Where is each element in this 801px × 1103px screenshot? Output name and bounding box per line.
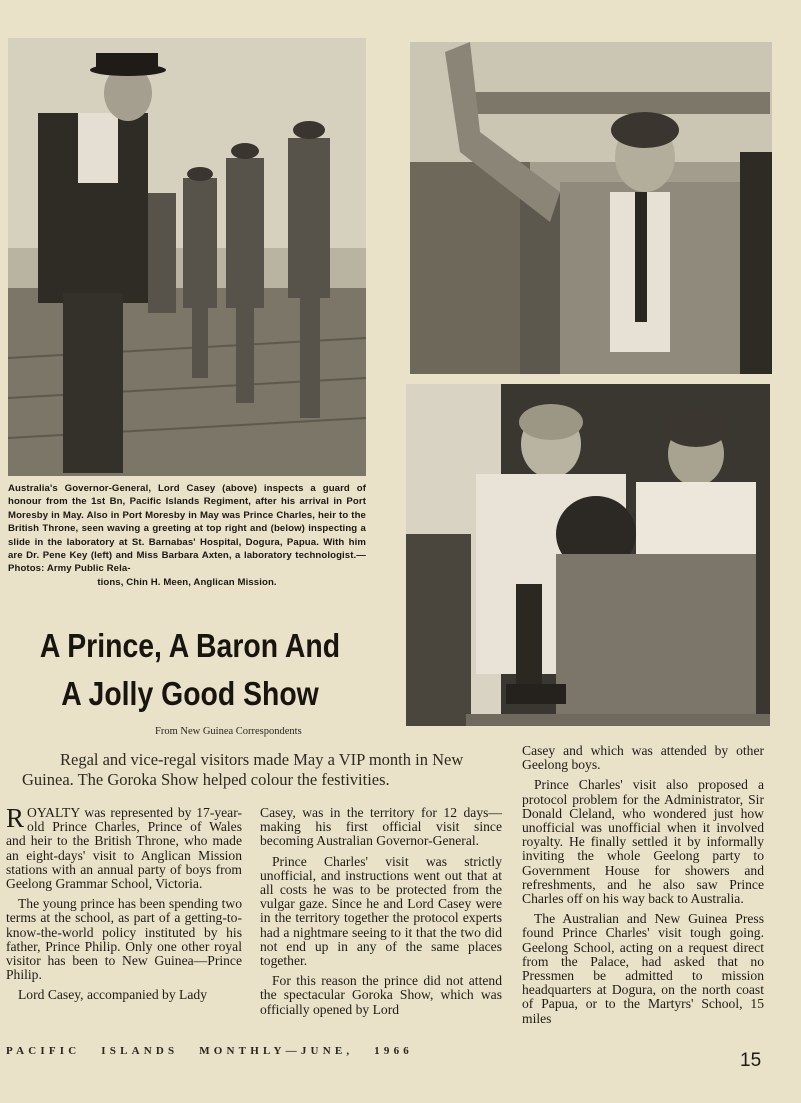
footer-masthead: PACIFIC ISLANDS MONTHLY—JUNE, 1966 xyxy=(6,1045,413,1057)
byline: From New Guinea Correspondents xyxy=(155,726,302,737)
photo-lord-casey-guard-of-honour xyxy=(8,38,366,476)
photo-casey-image xyxy=(8,38,366,476)
paragraph-text: OYALTY was represented by 17-year-old Prince Charles, Prince of Wales and heir to the British Throne, who made an eight-days' visit to Anglican Mission stations with an annual party of boys from Geelong Grammar School, Victoria. xyxy=(6,805,242,892)
caption-last-line: tions, Chin H. Meen, Anglican Mission. xyxy=(97,576,277,588)
paragraph: Prince Charles' visit was strictly unofficial, and instructions went out that at all costs he was to be protected from the vulgar gaze. Since he and Lord Casey were in the territory together the protocol experts had a nightmare seeing to it that the two did not end up in any of the same places together. xyxy=(260,853,502,969)
paragraph: The young prince has been spending two terms at the school, as part of a getting-to-know-the-world policy instituted by his father, Prince Philip. Only one other royal visitor has been to New Guinea—Prince Philip. xyxy=(6,896,242,983)
headline-line-1: A Prince, A Baron And xyxy=(39,627,341,664)
article-column-2 xyxy=(260,806,502,1023)
page-number: 15 xyxy=(740,1050,762,1071)
photo-caption xyxy=(8,482,366,589)
headline-line-2: A Jolly Good Show xyxy=(61,675,319,712)
paragraph: The Australian and New Guinea Press found Prince Charles' visit tough going. Geelong School, acting on a request direct from the Palace, had asked that no Pressmen be admitted to mission headquarters at Dogura, on the north coast of Papua, or to the Martyrs' School, 15 miles xyxy=(522,911,764,1026)
paragraph: For this reason the prince did not attend the spectacular Goroka Show, which was officially opened by Lord xyxy=(260,973,502,1017)
paragraph: Casey, was in the territory for 12 days—making his first official visit since becoming Australian Governor-General. xyxy=(260,805,502,849)
photo-lab-image xyxy=(406,384,770,726)
paragraph: Lord Casey, accompanied by Lady xyxy=(18,987,207,1003)
paragraph xyxy=(6,803,242,892)
photo-prince-charles-waving xyxy=(410,42,772,374)
intro-standfirst: Regal and vice-regal visitors made May a VIP month in New Guinea. The Goroka Show helped colour the festivities. xyxy=(22,750,464,789)
article-headline xyxy=(27,622,354,718)
photo-prince-charles-laboratory xyxy=(406,384,770,726)
article-column-1 xyxy=(6,803,242,1009)
drop-cap: R xyxy=(6,803,25,833)
caption-main-text: Australia's Governor-General, Lord Casey (above) inspects a guard of honour from the 1st Bn, Pacific Islands Regiment, after his arrival in Port Moresby in May. Also in Port Moresby in May was Prince Charles, heir to the British Throne, seen waving a greeting at top right and (below) inspecting a slide in the laboratory at St. Barnabas' Hospital, Dogura, Papua. With him are Dr. Pene Key (left) and Miss Barbara Axten, a laboratory technologist.—Photos: Army Public Rela- xyxy=(8,483,366,575)
paragraph: Casey and which was attended by other Geelong boys. xyxy=(522,743,764,773)
paragraph: Prince Charles' visit also proposed a protocol problem for the Administrator, Sir Donald Cleland, who wondered just how unofficial was unofficial when it involved royalty. He finally settled it by informally inviting the whole Geelong party to Government House for showers and refreshments, and he also saw Prince Charles off on his way back to Australia. xyxy=(522,777,764,907)
article-column-3 xyxy=(522,744,764,1032)
photo-waving-image xyxy=(410,42,772,374)
